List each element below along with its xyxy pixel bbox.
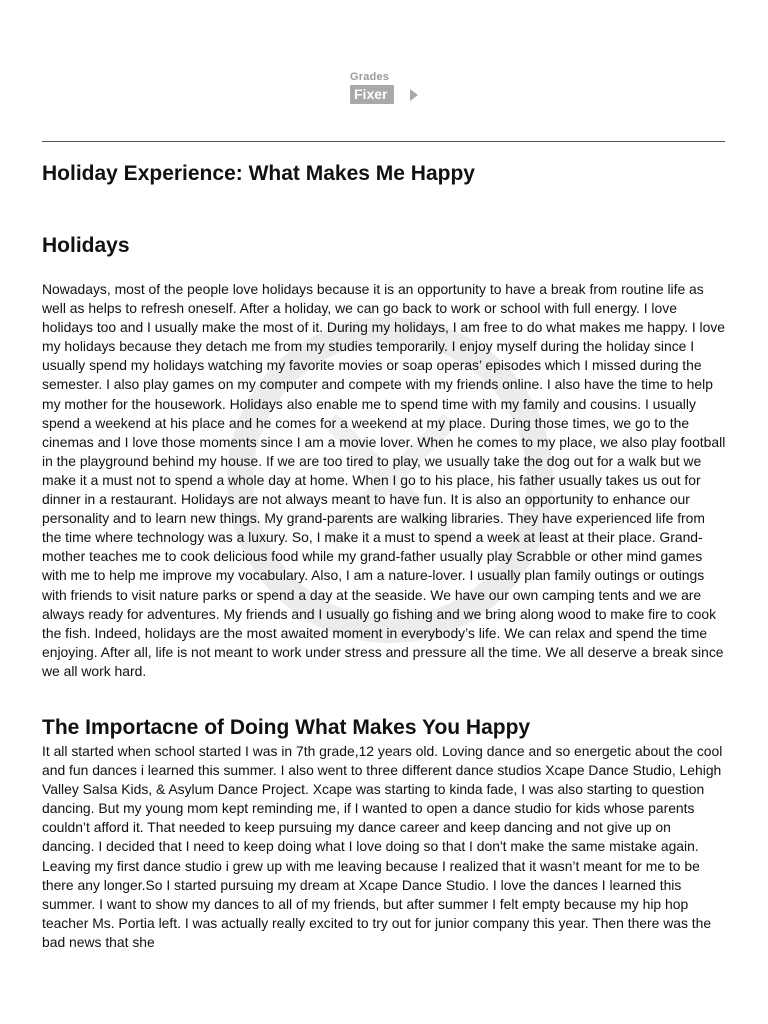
- logo-top-text: Grades: [350, 71, 390, 83]
- logo-box-text: Fixer: [350, 85, 394, 104]
- gradesfixer-logo-icon: [349, 71, 421, 107]
- section-paragraph-holidays: Nowadays, most of the people love holidays because it is an opportunity to have a break from routine life as well as helps to refresh oneself. After a holiday, we can go back to work or school with full energy. I love holidays too and I usually make the most of it. During my holidays, I am free to do what makes me happy. I love my holidays because they detach me from my studies temporarily. I enjoy myself during the holiday since I usually spend my holidays watching my favorite movies or soap operas’ episodes which I missed during the semester. I also play games on my computer and compete with my friends online. I also have the time to help my mother for the housework. Holidays also enable me to spend time with my family and cousins. I usually spend a weekend at his place and he comes for a weekend at my place. During those times, we go to the cinemas and I love those moments since I am a movie lover. When he comes to my place, we also play football in the playground behind my house. If we are too tired to play, we usually take the dog out for a walk but we make it a must not to spend a whole day at home. When I go to his place, his father usually takes us out for dinner in a restaurant. Holidays are not always meant to have fun. It is also an opportunity to enhance our personality and to learn new things. My grand-parents are walking libraries. They have experienced life from the time where technology was a luxury. So, I make it a must to spend a week at least at their place. Grand-mother teaches me to cook delicious food while my grand-father usually play Scrabble or other mind games with me to help me improve my vocabulary. Also, I am a nature-lover. I usually plan family outings or outings with friends to visit nature parks or spend a day at the seaside. We have our own camping tents and we are always ready for adventures. My friends and I usually go fishing and we bring along wood to make fire to cook the fish. Indeed, holidays are the most awaited moment in everybody’s life. We can relax and spend the time enjoying. After all, life is not meant to work under stress and pressure all the time. We all deserve a break since we all work hard.: [42, 281, 726, 679]
- section-heading-importance: The Importacne of Doing What Makes You Happy: [42, 716, 531, 739]
- document-title: Holiday Experience: What Makes Me Happy: [42, 162, 475, 185]
- header-divider: [42, 141, 725, 142]
- logo-arrow-icon: [410, 89, 418, 101]
- section-heading-holidays: Holidays: [42, 234, 130, 257]
- section-paragraph-importance: It all started when school started I was in 7th grade,12 years old. Loving dance and so energetic about the cool and fun dances i learned this summer. I also went to three different dance studios Xcape Dance Studio, Lehigh Valley Salsa Kids, & Asylum Dance Project. Xcape was starting to kinda fade, I was also starting to question dancing. But my young mom kept reminding me, if I wanted to open a dance studio for kids whose parents couldn’t afford it. That needed to keep pursuing my dance career and keep dancing and not give up on dancing. I decided that I need to keep doing what I love doing so that I don't make the same mistake again. Leaving my first dance studio i grew up with me leaving because I realized that it wasn’t meant for me to be there any longer.So I started pursuing my dream at Xcape Dance Studio. I love the dances I learned this summer. I want to show my dances to all of my friends, but after summer I felt empty because my hip hop teacher Ms. Portia left. I was actually really excited to try out for junior company this year. Then there was the bad news that she: [42, 743, 723, 950]
